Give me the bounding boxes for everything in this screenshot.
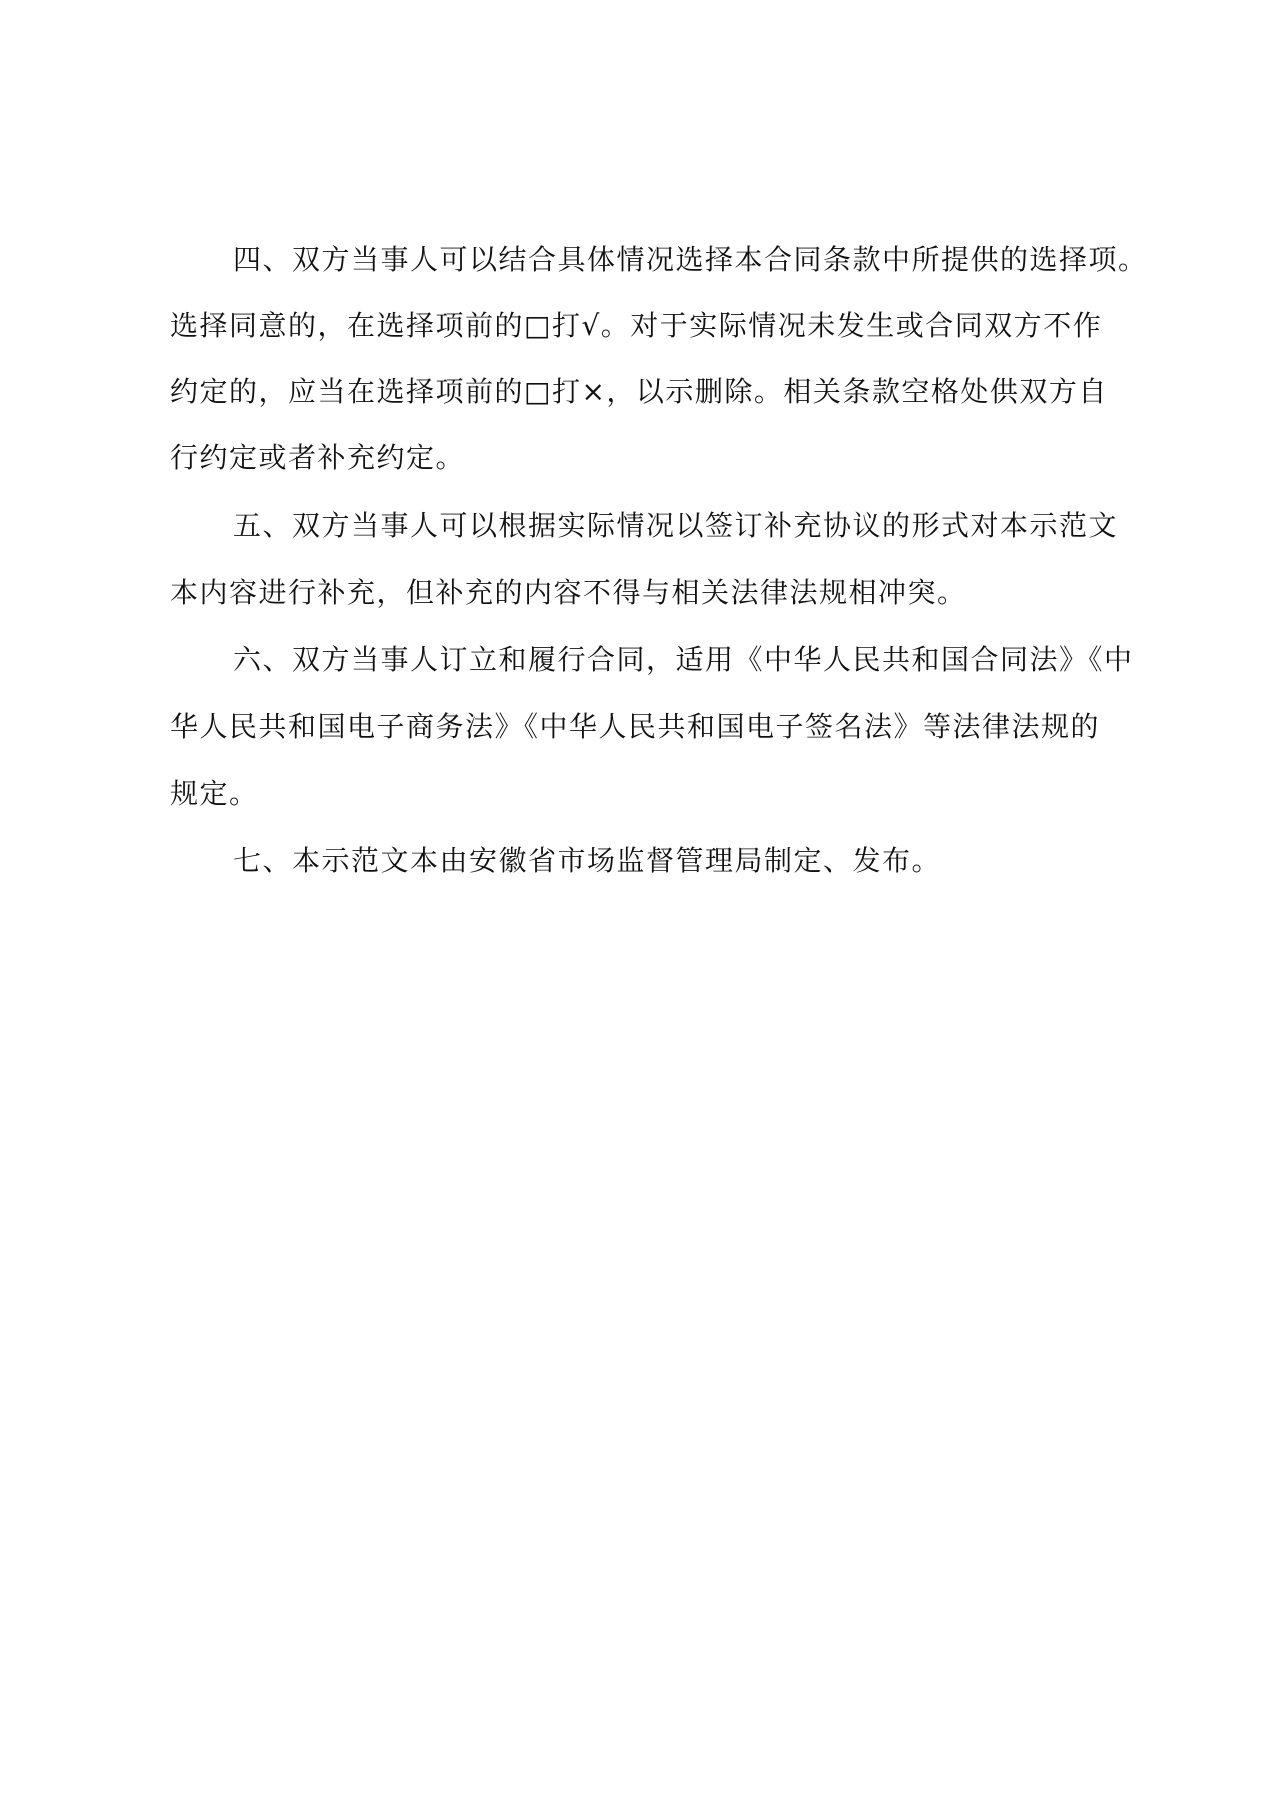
- paragraph-4-line-2: 选择同意的，在选择项前的□打√。对于实际情况未发生或合同双方不作: [170, 309, 1103, 342]
- paragraph-4-line-3: 约定的，应当在选择项前的□打×，以示删除。相关条款空格处供双方自: [170, 375, 1108, 408]
- paragraph-6-line-1: 六、双方当事人订立和履行合同，适用《中华人民共和国合同法》《中: [233, 643, 1134, 676]
- paragraph-4-line-1: 四、双方当事人可以结合具体情况选择本合同条款中所提供的选择项。: [233, 243, 1148, 276]
- paragraph-4-line-4: 行约定或者补充约定。: [170, 441, 466, 474]
- paragraph-5-line-2: 本内容进行补充，但补充的内容不得与相关法律法规相冲突。: [170, 576, 967, 609]
- paragraph-6-line-2: 华人民共和国电子商务法》《中华人民共和国电子签名法》等法律法规的: [170, 710, 1101, 743]
- paragraph-5-line-1: 五、双方当事人可以根据实际情况以签订补充协议的形式对本示范文: [233, 509, 1119, 542]
- paragraph-7-line-1: 七、本示范文本由安徽省市场监督管理局制定、发布。: [233, 844, 942, 877]
- paragraph-6-line-3: 规定。: [170, 777, 259, 810]
